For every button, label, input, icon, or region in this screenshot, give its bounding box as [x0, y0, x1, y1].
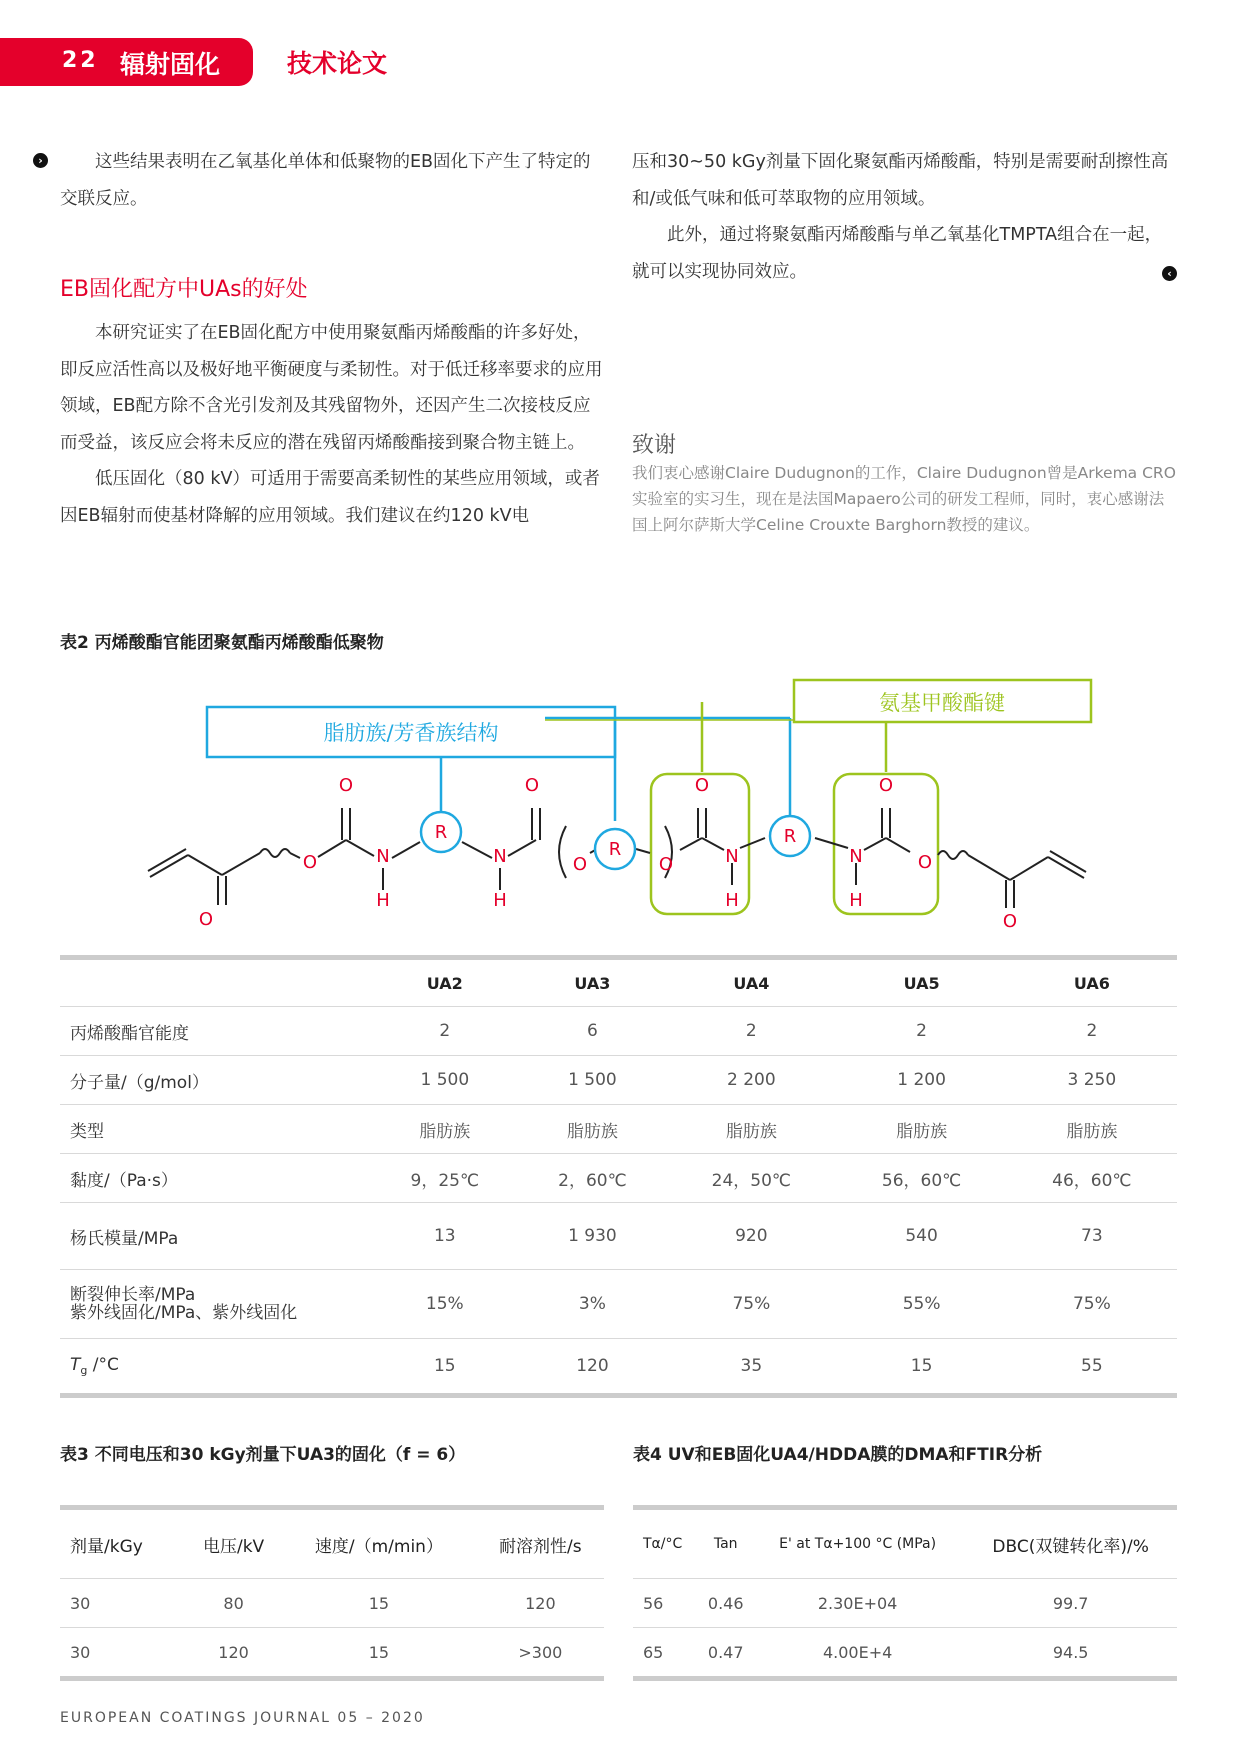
- table-cell: 2: [836, 1007, 1006, 1056]
- table-cell: 540: [836, 1203, 1006, 1270]
- atom-label: N: [725, 846, 739, 867]
- header-cell: UA2: [371, 958, 519, 1007]
- table4-caption: 表4 UV和EB固化UA4/HDDA膜的DMA和FTIR分析: [633, 1445, 1043, 1465]
- row-label: [60, 1339, 371, 1396]
- table-cell: 24，50℃: [666, 1154, 836, 1203]
- table-row: [60, 1105, 1177, 1154]
- urethane-acrylate-structure-diagram: [0, 660, 1240, 950]
- header-cell: Tα/°C: [633, 1508, 700, 1579]
- table-cell: 13: [371, 1203, 519, 1270]
- table-cell: 3 250: [1007, 1056, 1177, 1105]
- row-label-subscript: g: [80, 1364, 88, 1377]
- table-cell: 3%: [519, 1270, 667, 1339]
- atom-label: O: [878, 775, 894, 796]
- row-label: [60, 1007, 371, 1056]
- end-arrow-icon: ‹: [1162, 266, 1177, 281]
- row-label-unit: /°C: [87, 1355, 119, 1375]
- atom-label: H: [376, 890, 390, 911]
- header-cell: UA5: [836, 958, 1006, 1007]
- table-cell: 75%: [666, 1270, 836, 1339]
- atom-label: O: [338, 775, 354, 796]
- left-column-intro: [60, 144, 605, 217]
- table-cell: 1 930: [519, 1203, 667, 1270]
- table-cell: 120: [186, 1628, 281, 1679]
- row-label-text: 类型: [70, 1121, 104, 1142]
- table-cell: 2，60℃: [519, 1154, 667, 1203]
- right-column-body: [632, 144, 1177, 290]
- table-cell: 脂肪族: [666, 1105, 836, 1154]
- table-cell: 120: [477, 1579, 604, 1628]
- header-cell: UA4: [666, 958, 836, 1007]
- table-cell: 56: [633, 1579, 700, 1628]
- table-cell: 1 500: [519, 1056, 667, 1105]
- row-label-text: 分子量/（g/mol）: [70, 1072, 209, 1093]
- table-cell: 15: [836, 1339, 1006, 1396]
- table-row: [60, 1203, 1177, 1270]
- header-cell: UA6: [1007, 958, 1177, 1007]
- row-label: [60, 1154, 371, 1203]
- table-cell: 73: [1007, 1203, 1177, 1270]
- header-cell: Tan: [700, 1508, 750, 1579]
- header-cell: E' at Tα+100 °C (MPa): [751, 1508, 964, 1579]
- atom-label: O: [524, 775, 540, 796]
- row-label: [60, 1105, 371, 1154]
- atom-label: R: [608, 839, 622, 860]
- page-number: 22: [62, 48, 99, 73]
- table-row: [60, 1270, 1177, 1339]
- atom-label: O: [198, 909, 214, 930]
- header-cell: [60, 958, 371, 1007]
- table-cell: 35: [666, 1339, 836, 1396]
- atom-label: H: [725, 890, 739, 911]
- acknowledgement-text: 我们衷心感谢Claire Dudugnon的工作，Claire Dudugnon曾是Arkema CRO实验室的实习生，现在是法国Mapaero公司的研发工程师，同时，衷心感谢法国上阿尔萨斯大学Celine Crouxte Barghorn教授的建议。: [632, 464, 1176, 534]
- row-label: [60, 1270, 371, 1339]
- journal-footer: EUROPEAN COATINGS JOURNAL 05 – 2020: [60, 1710, 425, 1726]
- row-label: [60, 1056, 371, 1105]
- atom-label: O: [694, 775, 710, 796]
- table-cell: 30: [60, 1579, 186, 1628]
- table-cell: 120: [519, 1339, 667, 1396]
- table-row: [60, 1628, 604, 1679]
- table-cell: 脂肪族: [519, 1105, 667, 1154]
- acknowledgement-title: 致谢: [632, 433, 677, 458]
- table-cell: 15: [371, 1339, 519, 1396]
- table-cell: >300: [477, 1628, 604, 1679]
- atom-label: O: [658, 854, 674, 875]
- table-cell: 2 200: [666, 1056, 836, 1105]
- continue-arrow-icon: ›: [33, 153, 48, 168]
- header-cell: 速度/（m/min）: [281, 1508, 477, 1579]
- header-cell: 剂量/kGy: [60, 1508, 186, 1579]
- table-cell: 2: [666, 1007, 836, 1056]
- table-header-row: [633, 1508, 1177, 1579]
- row-label-text: 黏度/（Pa·s）: [70, 1170, 178, 1191]
- table-cell: 9，25℃: [371, 1154, 519, 1203]
- diagram-label-structure: 脂肪族/芳香族结构: [323, 721, 499, 745]
- atom-label: H: [849, 890, 863, 911]
- table-cell: 0.46: [700, 1579, 750, 1628]
- header-cell: UA3: [519, 958, 667, 1007]
- table-row: [60, 1007, 1177, 1056]
- atom-label: O: [572, 854, 588, 875]
- table-cell: 920: [666, 1203, 836, 1270]
- table-row: [60, 1579, 604, 1628]
- row-label-text: 断裂伸长率/MPa: [70, 1285, 196, 1305]
- subheading: EB固化配方中UAs的好处: [60, 277, 308, 302]
- atom-label: O: [1002, 911, 1018, 932]
- section-title: 辐射固化: [120, 50, 221, 79]
- paragraph: 低压固化（80 kV）可适用于需要高柔韧性的某些应用领域，或者因EB辐射而使基材降解的应用领域。我们建议在约120 kV电: [60, 469, 600, 526]
- table3-caption: 表3 不同电压和30 kGy剂量下UA3的固化（f = 6）: [60, 1445, 466, 1465]
- atom-label: N: [849, 846, 863, 867]
- table-cell: 4.00E+4: [751, 1628, 964, 1679]
- table-cell: 55: [1007, 1339, 1177, 1396]
- atom-label: O: [302, 852, 318, 873]
- table-cell: 75%: [1007, 1270, 1177, 1339]
- atom-label: H: [493, 890, 507, 911]
- atom-label: R: [783, 826, 797, 847]
- table-cell: 1 500: [371, 1056, 519, 1105]
- row-label-text: 紫外线固化/MPa、紫外线固化: [70, 1303, 298, 1323]
- table-cell: 56，60℃: [836, 1154, 1006, 1203]
- table-cell: 6: [519, 1007, 667, 1056]
- table-cell: 65: [633, 1628, 700, 1679]
- paragraph: 压和30~50 kGy剂量下固化聚氨酯丙烯酸酯，特别是需要耐刮擦性高和/或低气味和低可萃取物的应用领域。: [632, 152, 1169, 209]
- header-cell: 电压/kV: [186, 1508, 281, 1579]
- table4: [633, 1505, 1177, 1681]
- diagram-label-urethane: 氨基甲酸酯键: [879, 691, 1005, 715]
- table-cell: 脂肪族: [836, 1105, 1006, 1154]
- table2: [60, 955, 1177, 1398]
- atom-label: N: [493, 846, 507, 867]
- table-row: [60, 1339, 1177, 1396]
- table-cell: 30: [60, 1628, 186, 1679]
- table-cell: 0.47: [700, 1628, 750, 1679]
- table-cell: 1 200: [836, 1056, 1006, 1105]
- table-header-row: [60, 1508, 604, 1579]
- table-cell: 15%: [371, 1270, 519, 1339]
- row-label-text: T: [70, 1355, 81, 1375]
- table-cell: 46，60℃: [1007, 1154, 1177, 1203]
- table-cell: 2: [371, 1007, 519, 1056]
- paragraph: 此外，通过将聚氨酯丙烯酸酯与单乙氧基化TMPTA组合在一起，就可以实现协同效应。: [632, 225, 1163, 282]
- table-cell: 55%: [836, 1270, 1006, 1339]
- table2-caption: 表2 丙烯酸酯官能团聚氨酯丙烯酸酯低聚物: [60, 633, 384, 653]
- atom-label: O: [917, 852, 933, 873]
- table-row: [633, 1579, 1177, 1628]
- table-cell: 99.7: [964, 1579, 1177, 1628]
- table-row: [60, 1154, 1177, 1203]
- row-label: [60, 1203, 371, 1270]
- paragraph: 本研究证实了在EB固化配方中使用聚氨酯丙烯酸酯的许多好处，即反应活性高以及极好地平衡硬度与柔韧性。对于低迁移率要求的应用领域，EB配方除不含光引发剂及其残留物外，还因产生二次接枝反应而受益，该反应会将未反应的潜在残留丙烯酸酯接到聚合物主链上。: [60, 323, 603, 453]
- row-label-text: 丙烯酸酯官能度: [70, 1023, 189, 1044]
- table-cell: 脂肪族: [371, 1105, 519, 1154]
- table3: [60, 1505, 604, 1681]
- article-type: 技术论文: [287, 49, 388, 78]
- table-cell: 2: [1007, 1007, 1177, 1056]
- table-cell: 15: [281, 1579, 477, 1628]
- table-header-row: [60, 958, 1177, 1007]
- left-column-body: [60, 315, 605, 534]
- table-cell: 2.30E+04: [751, 1579, 964, 1628]
- atom-label: N: [376, 846, 390, 867]
- table-cell: 94.5: [964, 1628, 1177, 1679]
- header-cell: 耐溶剂性/s: [477, 1508, 604, 1579]
- row-label-text: 杨氏模量/MPa: [70, 1228, 179, 1249]
- table-row: [633, 1628, 1177, 1679]
- table-row: [60, 1056, 1177, 1105]
- table-cell: 脂肪族: [1007, 1105, 1177, 1154]
- atom-label: R: [434, 822, 448, 843]
- table-cell: 80: [186, 1579, 281, 1628]
- header-cell: DBC(双键转化率)/%: [964, 1508, 1177, 1579]
- table-cell: 15: [281, 1628, 477, 1679]
- paragraph: 这些结果表明在乙氧基化单体和低聚物的EB固化下产生了特定的交联反应。: [60, 152, 591, 209]
